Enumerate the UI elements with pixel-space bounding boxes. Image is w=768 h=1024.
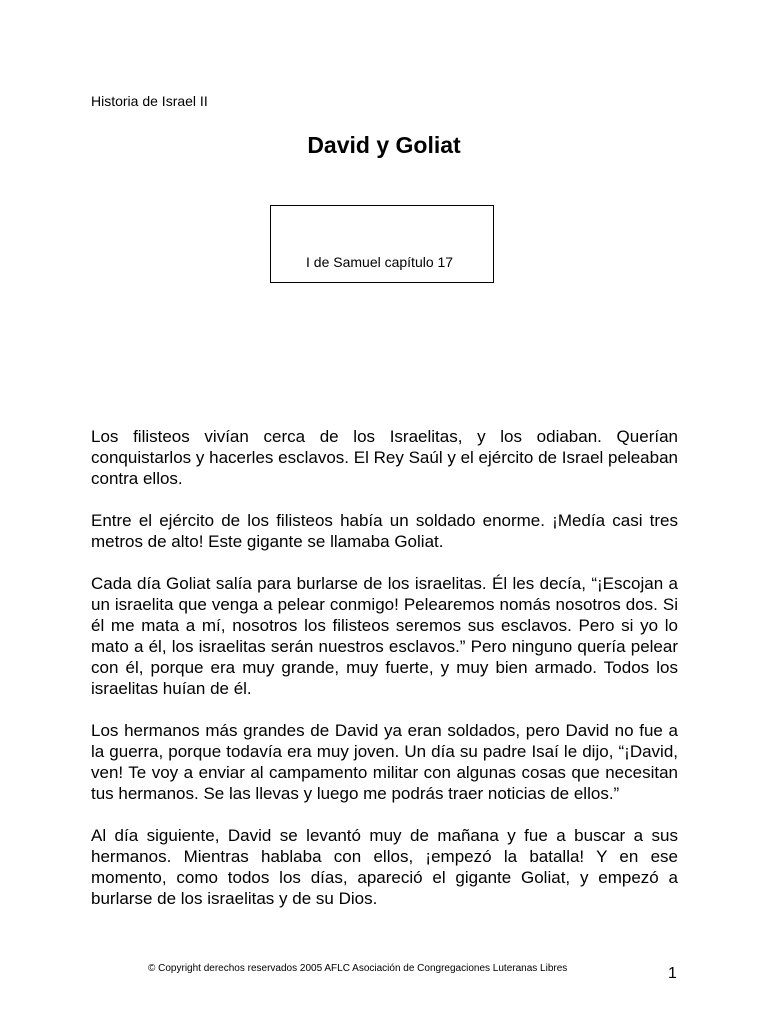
paragraph: Los hermanos más grandes de David ya eran soldados, pero David no fue a la guerra, porque todavía era muy joven. Un día su padre Isaí le dijo, “¡David, ven! Te voy a enviar al campamento militar con algunas cosas que necesitan tus hermanos. Se las llevas y luego me podrás traer noticias de ellos.” [91,721,678,803]
series-label: Historia de Israel II [91,93,208,109]
paragraph: Cada día Goliat salía para burlarse de los israelitas. Él les decía, “¡Escojan a un israelita que venga a pelear conmigo! Pelearemos nomás nosotros dos. Si él me mata a mí, nosotros los filisteos seremos sus esclavos. Pero si yo lo mato a él, los israelitas serán nuestros esclavos.” Pero ninguno quería pelear con él, porque era muy grande, muy fuerte, y muy bien armado. Todos los israelitas huían de él. [91,574,678,698]
paragraph: Los filisteos vivían cerca de los Israelitas, y los odiaban. Querían conquistarlos y hacerles esclavos. El Rey Saúl y el ejército de Israel peleaban contra ellos. [91,427,678,488]
paragraph: Al día siguiente, David se levantó muy de mañana y fue a buscar a sus hermanos. Mientras hablaba con ellos, ¡empezó la batalla! Y en ese momento, como todos los días, apareció el gigante Goliat, y empezó a burlarse de los israelitas y de su Dios. [91,826,678,908]
story-body [91,426,678,930]
paragraph: Entre el ejército de los filisteos había un soldado enorme. ¡Medía casi tres metros de alto! Este gigante se llamaba Goliat. [91,511,678,551]
page-title: David y Goliat [307,132,461,158]
page-number: 1 [668,965,677,982]
scripture-reference-box [270,205,494,283]
scripture-reference: I de Samuel capítulo 17 [306,254,454,270]
copyright-footer: © Copyright derechos reservados 2005 AFLC Asociación de Congregaciones Luteranas Libres [148,963,568,974]
